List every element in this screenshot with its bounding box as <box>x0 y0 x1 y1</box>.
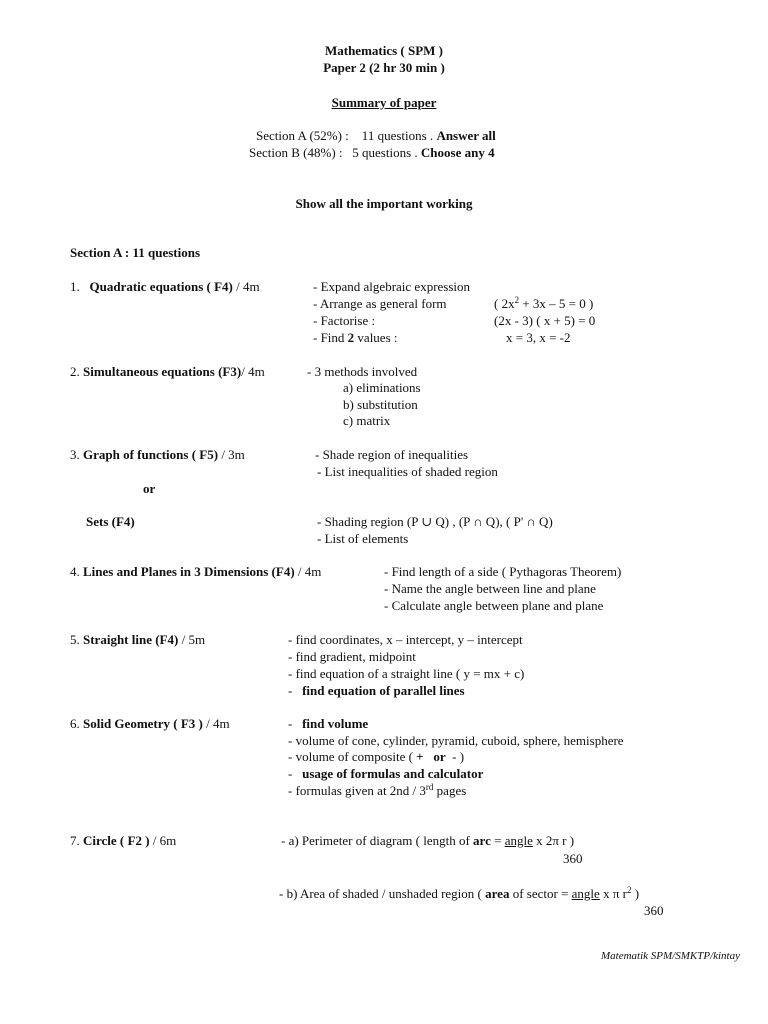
q3-title: Graph of functions ( F5) <box>83 447 219 462</box>
q2-method-c: c) matrix <box>343 413 391 428</box>
q5-point-4-text: find equation of parallel lines <box>302 683 465 698</box>
q7-b-bold: area <box>485 886 510 901</box>
section-b-summary <box>249 145 495 160</box>
q2-method-a: a) eliminations <box>343 380 421 395</box>
document-title: Mathematics ( SPM ) <box>324 43 444 58</box>
section-a-label: Section A (52%) : <box>256 128 349 143</box>
q1-point-2: - Arrange as general form <box>313 296 447 311</box>
q6-p3-pre: - volume of composite ( <box>288 749 417 764</box>
q4-number: 4. <box>70 564 80 579</box>
q6-point-5 <box>288 783 466 798</box>
q7-b-sup: 2 <box>626 885 632 895</box>
q7-a-rest: x 2π r ) <box>532 833 575 848</box>
section-b-instruction: Choose any 4 <box>420 145 495 160</box>
q1-title: Quadratic equations ( F4) <box>89 279 233 294</box>
q6-point-3 <box>288 749 464 764</box>
q6-p3-plus: + <box>416 749 424 764</box>
q1-point-3: - Factorise : <box>313 313 376 328</box>
q5-marks: / 5m <box>178 632 206 647</box>
q7-a-bold: arc <box>473 833 491 848</box>
q7-b-rest: x π r <box>599 886 627 901</box>
q5-title: Straight line (F4) <box>83 632 179 647</box>
q4-marks: / 4m <box>294 564 322 579</box>
q1-heading <box>70 279 260 294</box>
q7-b-end: ) <box>631 886 640 901</box>
q6-point-1: - find volume <box>288 716 369 731</box>
q1-factorised: (2x - 3) ( x + 5) = 0 <box>494 313 596 328</box>
q7-heading <box>70 833 176 848</box>
q2-marks: / 4m <box>241 364 265 379</box>
q1-point-1: - Expand algebraic expression <box>313 279 471 294</box>
q3-point-1: - Shade region of inequalities <box>315 447 469 462</box>
q4-point-1: - Find length of a side ( Pythagoras Theorem) <box>384 564 622 579</box>
q7-part-a <box>281 833 574 848</box>
q6-p5-post: pages <box>433 783 467 798</box>
q7-b-mid: of sector = <box>509 886 572 901</box>
q6-p3-post: - ) <box>448 749 465 764</box>
q4-point-2: - Name the angle between line and plane <box>384 581 596 596</box>
q7-number: 7. <box>70 833 80 848</box>
q6-point-1-text: find volume <box>302 716 369 731</box>
q7-a-mid: = <box>490 833 505 848</box>
q1-marks: / 4m <box>232 279 260 294</box>
q7-b-numerator: angle <box>571 886 600 901</box>
q6-p5-pre: - formulas given at 2nd / 3 <box>288 783 426 798</box>
summary-heading: Summary of paper <box>331 95 437 110</box>
q6-number: 6. <box>70 716 80 731</box>
q5-heading <box>70 632 205 647</box>
q6-heading <box>70 716 230 731</box>
q6-p5-sup: rd <box>425 782 434 792</box>
q1-point-4 <box>313 330 398 345</box>
section-a-title: Section A : 11 questions <box>70 245 201 260</box>
q7-a-pre: - a) Perimeter of diagram ( length of <box>281 833 474 848</box>
q2-method-b: b) substitution <box>343 397 418 412</box>
q1-number: 1. <box>70 279 80 294</box>
section-b-label: Section B (48%) : <box>249 145 343 160</box>
q7-a-denominator: 360 <box>563 851 583 866</box>
q7-title: Circle ( F2 ) <box>83 833 150 848</box>
q7-marks: / 6m <box>149 833 177 848</box>
q7-a-numerator: angle <box>504 833 533 848</box>
q4-point-3: - Calculate angle between plane and plane <box>384 598 604 613</box>
q5-number: 5. <box>70 632 80 647</box>
section-a-summary <box>256 128 496 143</box>
q6-point-4-text: usage of formulas and calculator <box>302 766 484 781</box>
q5-point-2: - find gradient, midpoint <box>288 649 416 664</box>
q1-p4-pre: - Find <box>313 330 348 345</box>
working-instruction: Show all the important working <box>295 196 473 211</box>
q2-point-1: - 3 methods involved <box>307 364 418 379</box>
q3-point-2: - List inequalities of shaded region <box>317 464 498 479</box>
q7-part-b <box>279 886 639 901</box>
q3-heading <box>70 447 245 462</box>
section-a-instruction: Answer all <box>436 128 496 143</box>
q1-gf-pre: ( 2x <box>494 296 515 311</box>
q1-p4-post: values : <box>354 330 398 345</box>
q2-number: 2. <box>70 364 80 379</box>
q3-sets-point-2: - List of elements <box>317 531 409 546</box>
q1-p4-bold: 2 <box>347 330 355 345</box>
q3-marks: / 3m <box>218 447 245 462</box>
q5-point-3: - find equation of a straight line ( y = mx + c) <box>288 666 525 681</box>
q6-marks: / 4m <box>202 716 230 731</box>
q5-point-1: - find coordinates, x – intercept, y – intercept <box>288 632 523 647</box>
q3-or: or <box>143 481 156 496</box>
q6-point-4: - usage of formulas and calculator <box>288 766 484 781</box>
q1-values: x = 3, x = -2 <box>506 330 571 345</box>
paper-subtitle: Paper 2 (2 hr 30 min ) <box>323 60 445 75</box>
q2-heading <box>70 364 265 379</box>
section-b-count: 5 questions . <box>352 145 418 160</box>
q3-sets-point-1: - Shading region (P ∪ Q) , (P ∩ Q), ( P' ∩ Q) <box>317 514 553 529</box>
q7-b-pre: - b) Area of shaded / unshaded region ( <box>279 886 486 901</box>
q3-sets-title: Sets (F4) <box>86 514 135 529</box>
q6-point-2: - volume of cone, cylinder, pyramid, cuboid, sphere, hemisphere <box>288 733 624 748</box>
q5-point-4: - find equation of parallel lines <box>288 683 465 698</box>
q1-gf-sup: 2 <box>514 295 520 305</box>
q6-title: Solid Geometry ( F3 ) <box>83 716 203 731</box>
q4-heading <box>70 564 321 579</box>
q1-gf-post: + 3x – 5 = 0 ) <box>519 296 594 311</box>
section-a-count: 11 questions . <box>361 128 434 143</box>
q4-title: Lines and Planes in 3 Dimensions (F4) <box>83 564 295 579</box>
page-footer: Matematik SPM/SMKTP/kintay <box>601 950 740 962</box>
q2-title: Simultaneous equations (F3) <box>83 364 242 379</box>
q6-p3-or: or <box>433 749 446 764</box>
q3-number: 3. <box>70 447 80 462</box>
q7-b-denominator: 360 <box>644 903 664 918</box>
q1-general-form <box>494 296 593 311</box>
